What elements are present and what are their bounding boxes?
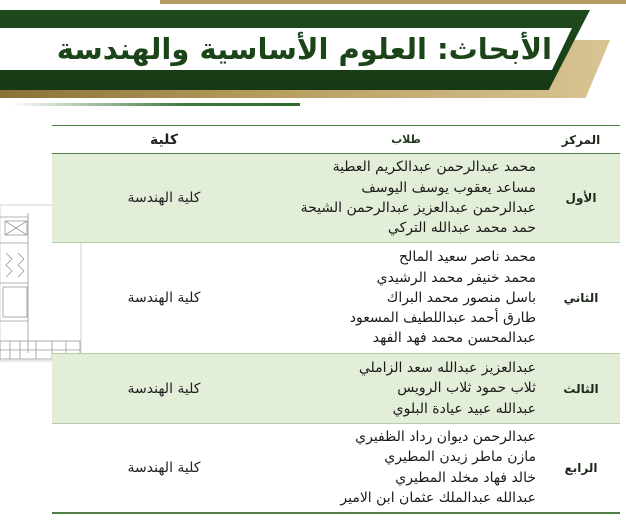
header-college: كلية: [149, 131, 179, 148]
student-name: عبدالله عبدالملك عثمان ابن الامير: [340, 490, 536, 507]
banner-gold-top-stripe: [160, 0, 626, 4]
cell-center: الرابع: [564, 460, 598, 475]
student-name: طارق أحمد عبداللطيف المسعود: [349, 310, 536, 327]
cell-students: [276, 154, 542, 243]
student-name: خالد فهاد مخلد المطيري: [395, 469, 536, 486]
cell-college: كلية الهندسة: [127, 190, 201, 206]
cell-college: كلية الهندسة: [127, 459, 201, 476]
page-title: الأبحاث: العلوم الأساسية والهندسة: [56, 32, 552, 66]
table-row-second-place: [52, 243, 620, 354]
student-name: محمد خنيفر محمد الرشيدي: [376, 269, 536, 286]
student-name: محمد ناصر سعيد المالح: [399, 249, 536, 266]
table-row-third-place: [52, 354, 620, 424]
student-name: عبدالمحسن محمد فهد الفهد: [372, 330, 536, 347]
student-name: باسل منصور محمد البراك: [386, 289, 536, 306]
table-row-first-place: [52, 154, 620, 243]
cell-college: كلية الهندسة: [127, 290, 201, 306]
cell-center: الأول: [565, 191, 597, 205]
student-name: مساعد يعقوب يوسف اليوسف: [361, 179, 536, 196]
student-name: مازن ماطر زيدن المطيري: [384, 449, 536, 466]
cell-students: [276, 354, 542, 424]
header-divider: [10, 103, 300, 106]
cell-students: [276, 243, 542, 354]
cell-center: الثاني: [563, 291, 599, 305]
student-name: عبدالرحمن ديوان رداد الظفيري: [355, 429, 536, 446]
table-header-row: [52, 126, 620, 154]
student-name: ثلاب حمود ثلاب الرويس: [397, 380, 536, 397]
student-name: عبدالرحمن عبدالعزيز عبدالرحمن الشيحة: [300, 200, 536, 216]
cell-center: الثالث: [563, 381, 599, 396]
student-name: حمد محمد عبدالله التركي: [387, 220, 536, 237]
header-students: طلاب: [391, 133, 421, 146]
student-name: محمد عبدالرحمن عبدالكريم العطية: [332, 159, 536, 176]
cell-students: [276, 424, 542, 513]
header-center: المركز: [561, 132, 601, 147]
results-table-container: [52, 125, 620, 514]
table-row-fourth-place: [52, 424, 620, 513]
results-table: [52, 125, 620, 514]
student-name: عبدالعزيز عبدالله سعد الزاملي: [358, 360, 536, 377]
student-name: عبدالله عبيد عيادة البلوي: [392, 400, 536, 417]
cell-college: كلية الهندسة: [127, 380, 201, 397]
